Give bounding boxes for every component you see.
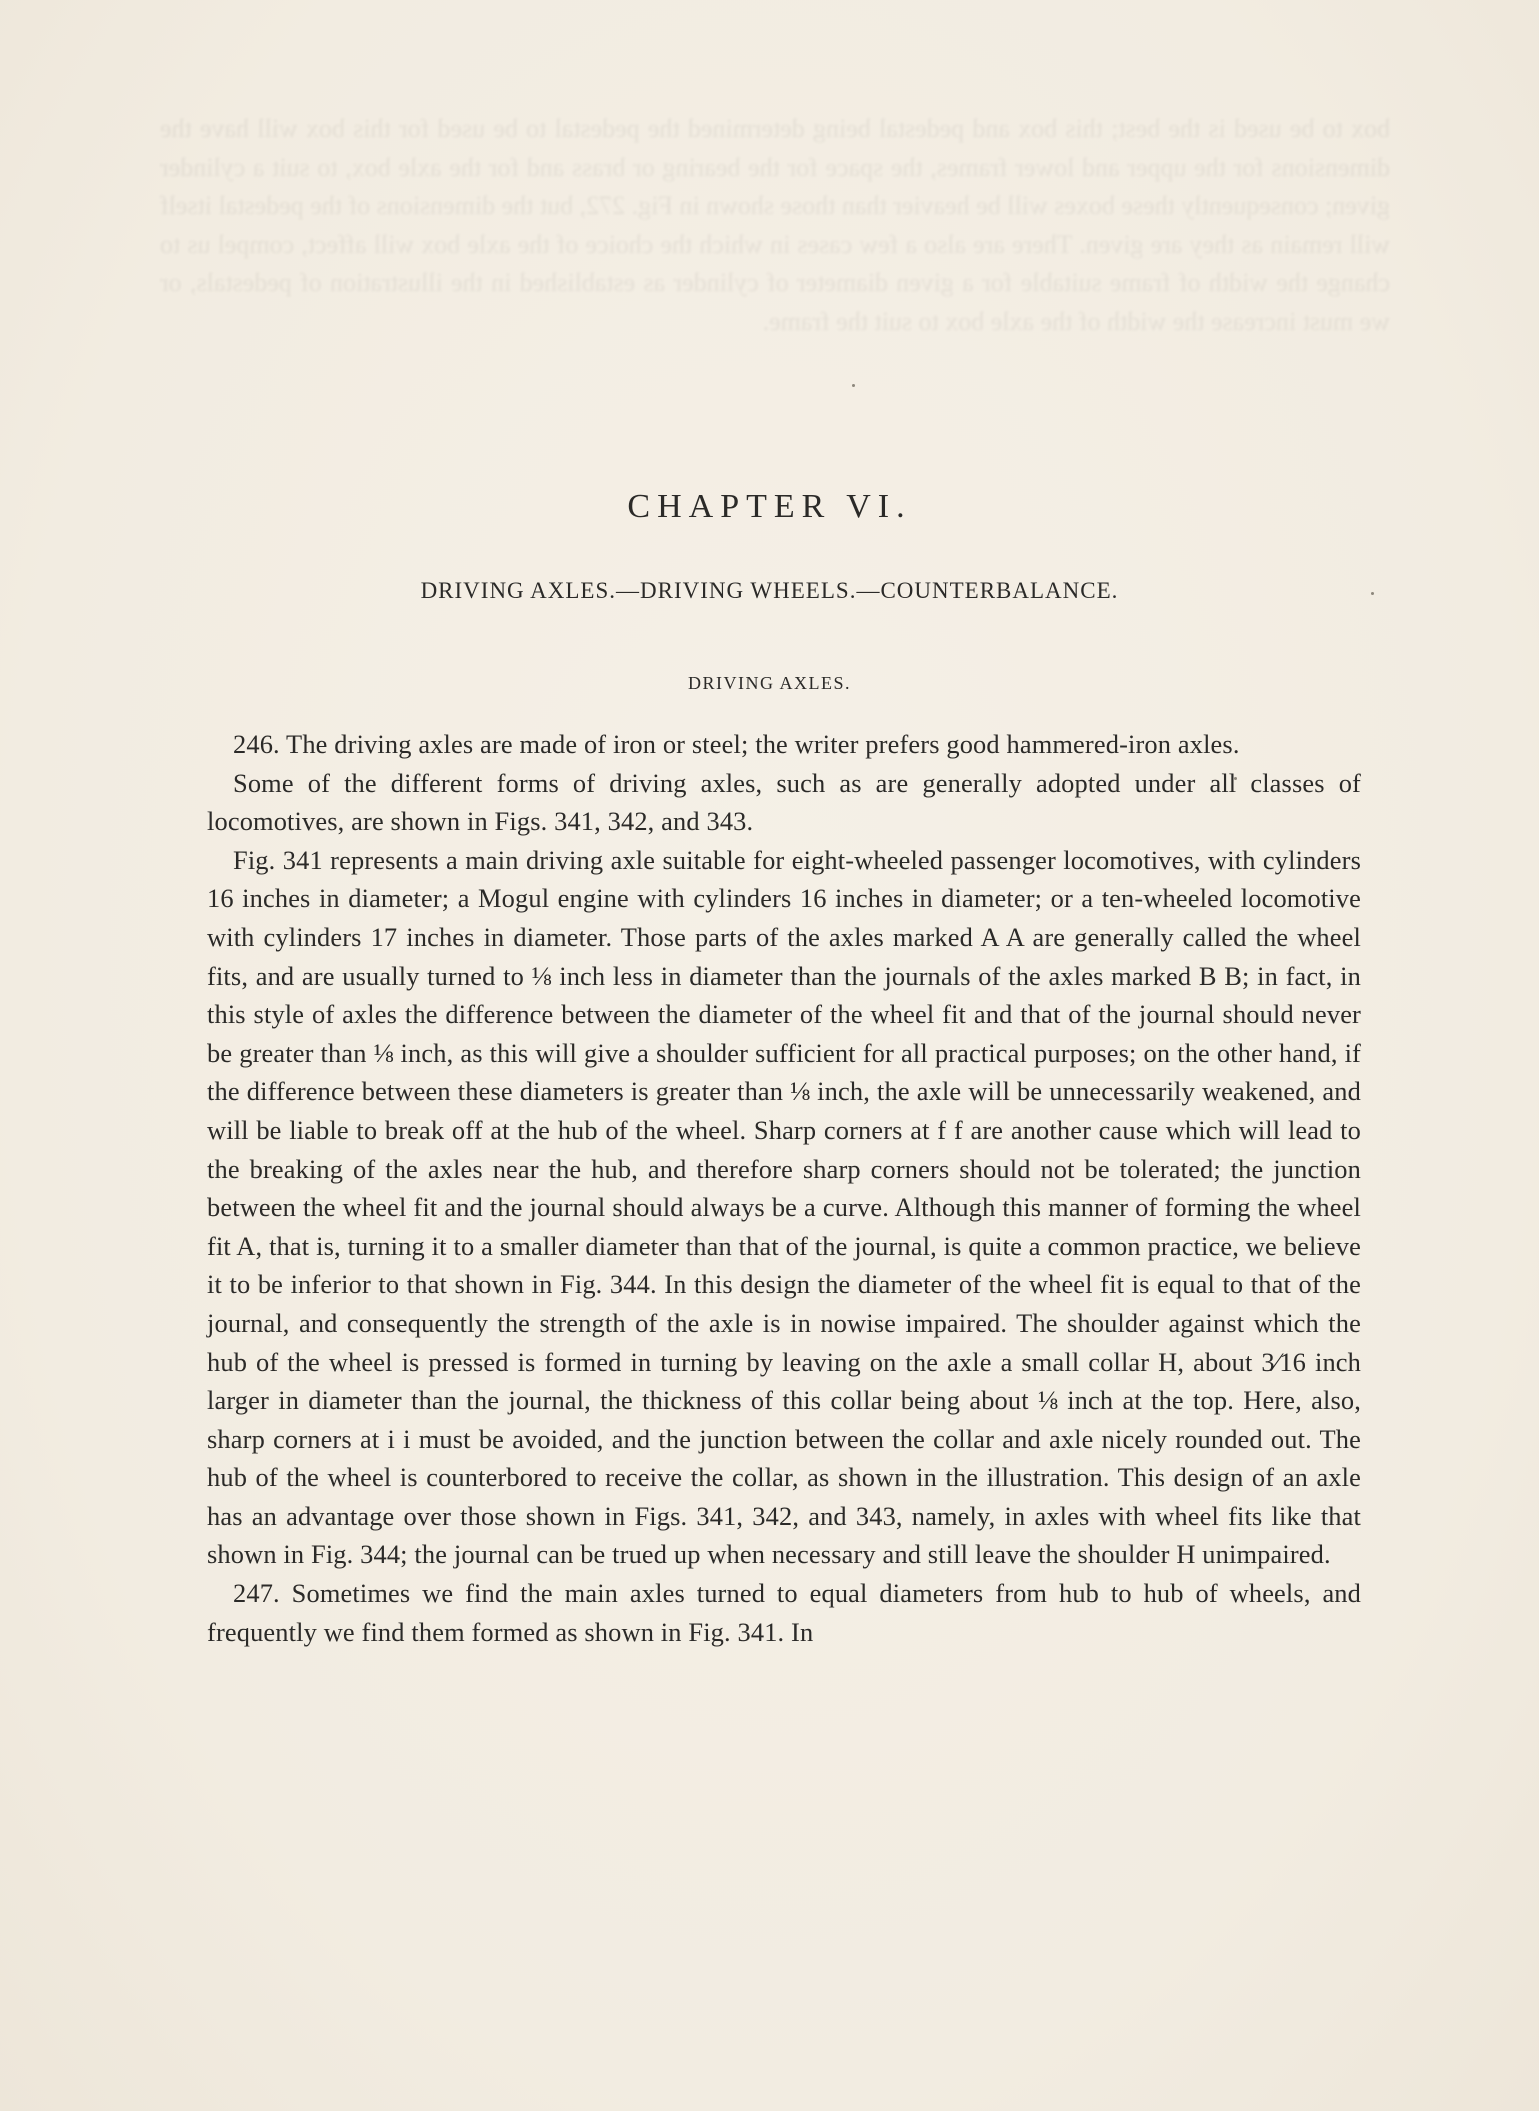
paper-speck <box>852 384 855 387</box>
paragraph-forms: Some of the different forms of driving axles, such as are generally adopted under all classes of locomotives, are shown in Figs. 341, 342, and 343. <box>207 767 1361 837</box>
body-text <box>207 725 1361 1651</box>
chapter-title: CHAPTER VI. <box>627 488 912 525</box>
paragraph-247: 247. Sometimes we find the main axles turned to equal diameters from hub to hub of wheels, and frequently we find them formed as shown in Fig. 341. In <box>207 1578 1361 1647</box>
chapter-subtitle: DRIVING AXLES.—DRIVING WHEELS.—COUNTERBALANCE. <box>420 578 1119 603</box>
paragraph-fig-341: Fig. 341 represents a main driving axle suitable for eight-wheeled passenger locomotives, with cylinders 16 inches in diameter; a Mogul engine with cylinders 16 inches in diameter; or a ten-wheeled locomotive with cylinders 17 inches in diameter. Those parts of the axles marked A A are generally called the wheel fits, and are usually turned to ⅛ inch less in diameter than the journals of the axles marked B B; in fact, in this style of axles the difference between the diameter of the wheel fit and that of the journal should never be greater than ⅛ inch, as this will give a shoulder sufficient for all practical purposes; on the other hand, if the difference between these diameters is greater than ⅛ inch, the axle will be unnecessarily weakened, and will be liable to break off at the hub of the wheel. Sharp corners at f f are another cause which will lead to the breaking of the axles near the hub, and therefore sharp corners should not be tolerated; the junction between the wheel fit and the journal should always be a curve. Although this manner of forming the wheel fit A, that is, turning it to a smaller diameter than that of the journal, is quite a common practice, we believe it to be inferior to that shown in Fig. 344. In this design the diameter of the wheel fit is equal to that of the journal, and consequently the strength of the axle is in nowise impaired. The shoulder against which the hub of the wheel is pressed is formed in turning by leaving on the axle a small collar H, about 3⁄16 inch larger in diameter than the journal, the thickness of this collar being about ⅛ inch at the top. Here, also, sharp corners at i i must be avoided, and the junction between the collar and axle nicely rounded out. The hub of the wheel is counterbored to receive the collar, as shown in the illustration. This design of an axle has an advantage over those shown in Figs. 341, 342, and 343, namely, in axles with wheel fits like that shown in Fig. 344; the journal can be trued up when necessary and still leave the shoulder H unimpaired. <box>207 844 1361 1570</box>
bleed-through-text: box to be used is the best; this box and pedestal being determined the pedestal to be used for this box will have the dimensions for the upper and lower frames, the space for the bearing or brass and for the axle box, to suit a cylinder given; consequently these boxes will be heavier than those shown in Fig. 272, but the dimensions of the pedestal itself will remain as they are given. There are also a few cases in which the choice of the axle box will affect, compel us to change the width of frame suitable for a given diameter of cylinder as established in the illustration of pedestals, or we must increase the width of the axle box to suit the frame. <box>160 114 1390 336</box>
section-heading: DRIVING AXLES. <box>688 673 851 693</box>
paragraph-246: 246. The driving axles are made of iron or steel; the writer prefers good hammered-iron axles. <box>233 729 1240 759</box>
